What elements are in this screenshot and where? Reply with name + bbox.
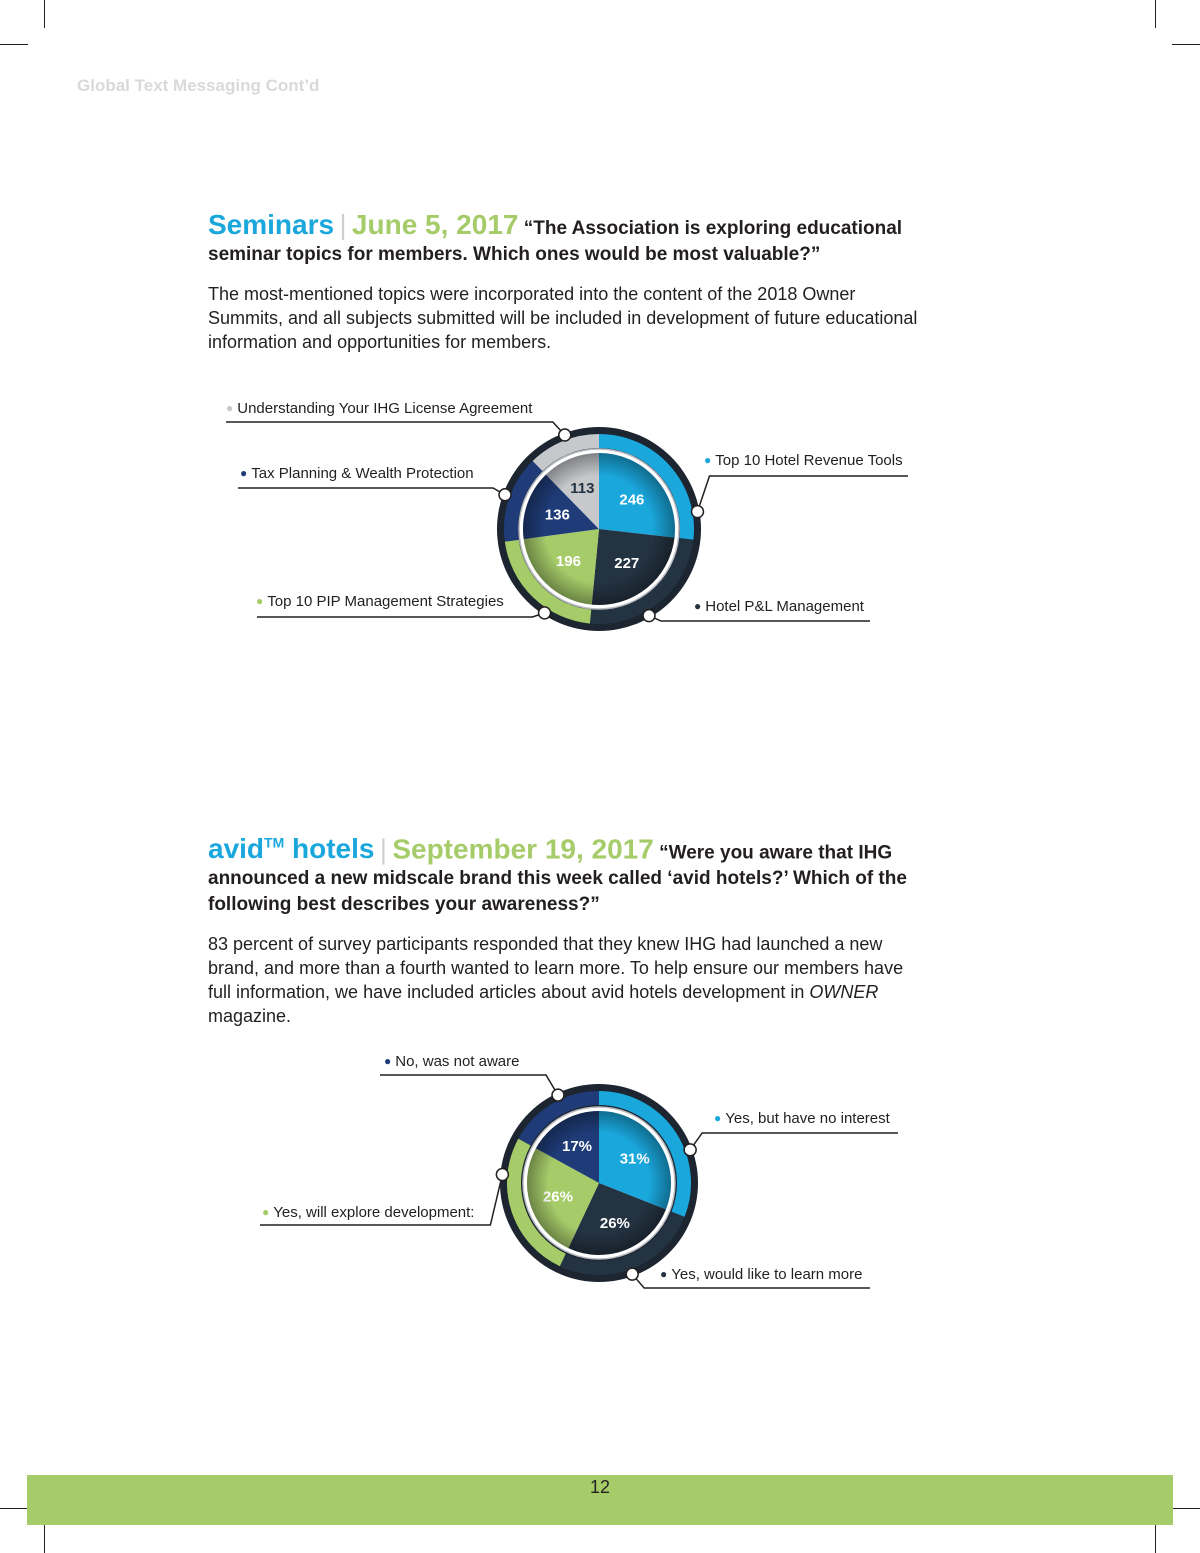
leader-line <box>380 1075 558 1095</box>
section-date: September 19, 2017 <box>392 833 654 865</box>
body-line: full information, we have included articles about avid hotels development in <box>208 982 810 1003</box>
leader-knob <box>499 489 511 501</box>
leader-knob <box>496 1169 508 1181</box>
legend-label: ● Yes, will explore development: <box>262 1204 475 1221</box>
section-date: June 5, 2017 <box>351 209 519 240</box>
legend-label: ● Yes, but have no interest <box>714 1110 890 1127</box>
body-line: information and opportunities for members. <box>208 332 552 352</box>
leader-line <box>697 476 908 512</box>
title-separator: | <box>379 833 388 865</box>
leader-knob <box>626 1268 638 1280</box>
page-number: 12 <box>589 1477 611 1497</box>
running-head: Global Text Messaging Cont’d <box>77 76 320 95</box>
leader-knob <box>552 1089 564 1101</box>
body-line: Summits, and all subjects submitted will be included in development of future educational <box>208 308 918 328</box>
leader-knob <box>643 610 655 622</box>
survey-question: announced a new midscale brand this week called ‘avid hotels?’ Which of the <box>208 868 907 890</box>
leader-knob <box>684 1144 696 1156</box>
title-separator: | <box>339 209 347 240</box>
trademark: TM <box>264 835 285 851</box>
body-line: The most-mentioned topics were incorporated into the content of the 2018 Owner <box>208 284 856 304</box>
legend-label: ● Yes, would like to learn more <box>660 1266 863 1283</box>
slice-shading <box>527 1111 671 1255</box>
legend-label: ● Understanding Your IHG License Agreement <box>226 400 533 417</box>
body-line: magazine. <box>208 1006 292 1027</box>
body-line: 83 percent of survey participants responded that they knew IHG had launched a new <box>208 934 883 955</box>
leader-line <box>238 488 505 495</box>
body-line: brand, and more than a fourth wanted to learn more. To help ensure our members have <box>208 958 904 979</box>
survey-question: “The Association is exploring educational <box>523 218 903 239</box>
magazine-name: OWNER <box>809 982 879 1003</box>
survey-question: seminar topics for members. Which ones would be most valuable?” <box>208 244 821 265</box>
legend-label: ● Top 10 PIP Management Strategies <box>256 593 504 610</box>
section-topic: Seminars <box>208 209 335 240</box>
leader-line <box>257 613 545 617</box>
survey-question: “Were you aware that IHG <box>659 842 893 864</box>
topic-name: hotels <box>284 833 375 865</box>
legend-label: ● Top 10 Hotel Revenue Tools <box>704 452 903 469</box>
leader-knob <box>559 429 571 441</box>
topic-name: avid <box>208 833 265 865</box>
legend-label: ● Tax Planning & Wealth Protection <box>240 465 474 482</box>
survey-question: following best describes your awareness?” <box>208 894 600 916</box>
leader-line <box>226 422 565 435</box>
pie-chart-2 <box>260 1075 898 1288</box>
leader-knob <box>539 607 551 619</box>
legend-label: ● No, was not aware <box>384 1053 520 1070</box>
leader-line <box>649 616 870 621</box>
leader-line <box>690 1133 898 1150</box>
legend-label: ● Hotel P&L Management <box>694 598 864 615</box>
leader-knob <box>691 506 703 518</box>
slice-shading <box>523 453 675 605</box>
